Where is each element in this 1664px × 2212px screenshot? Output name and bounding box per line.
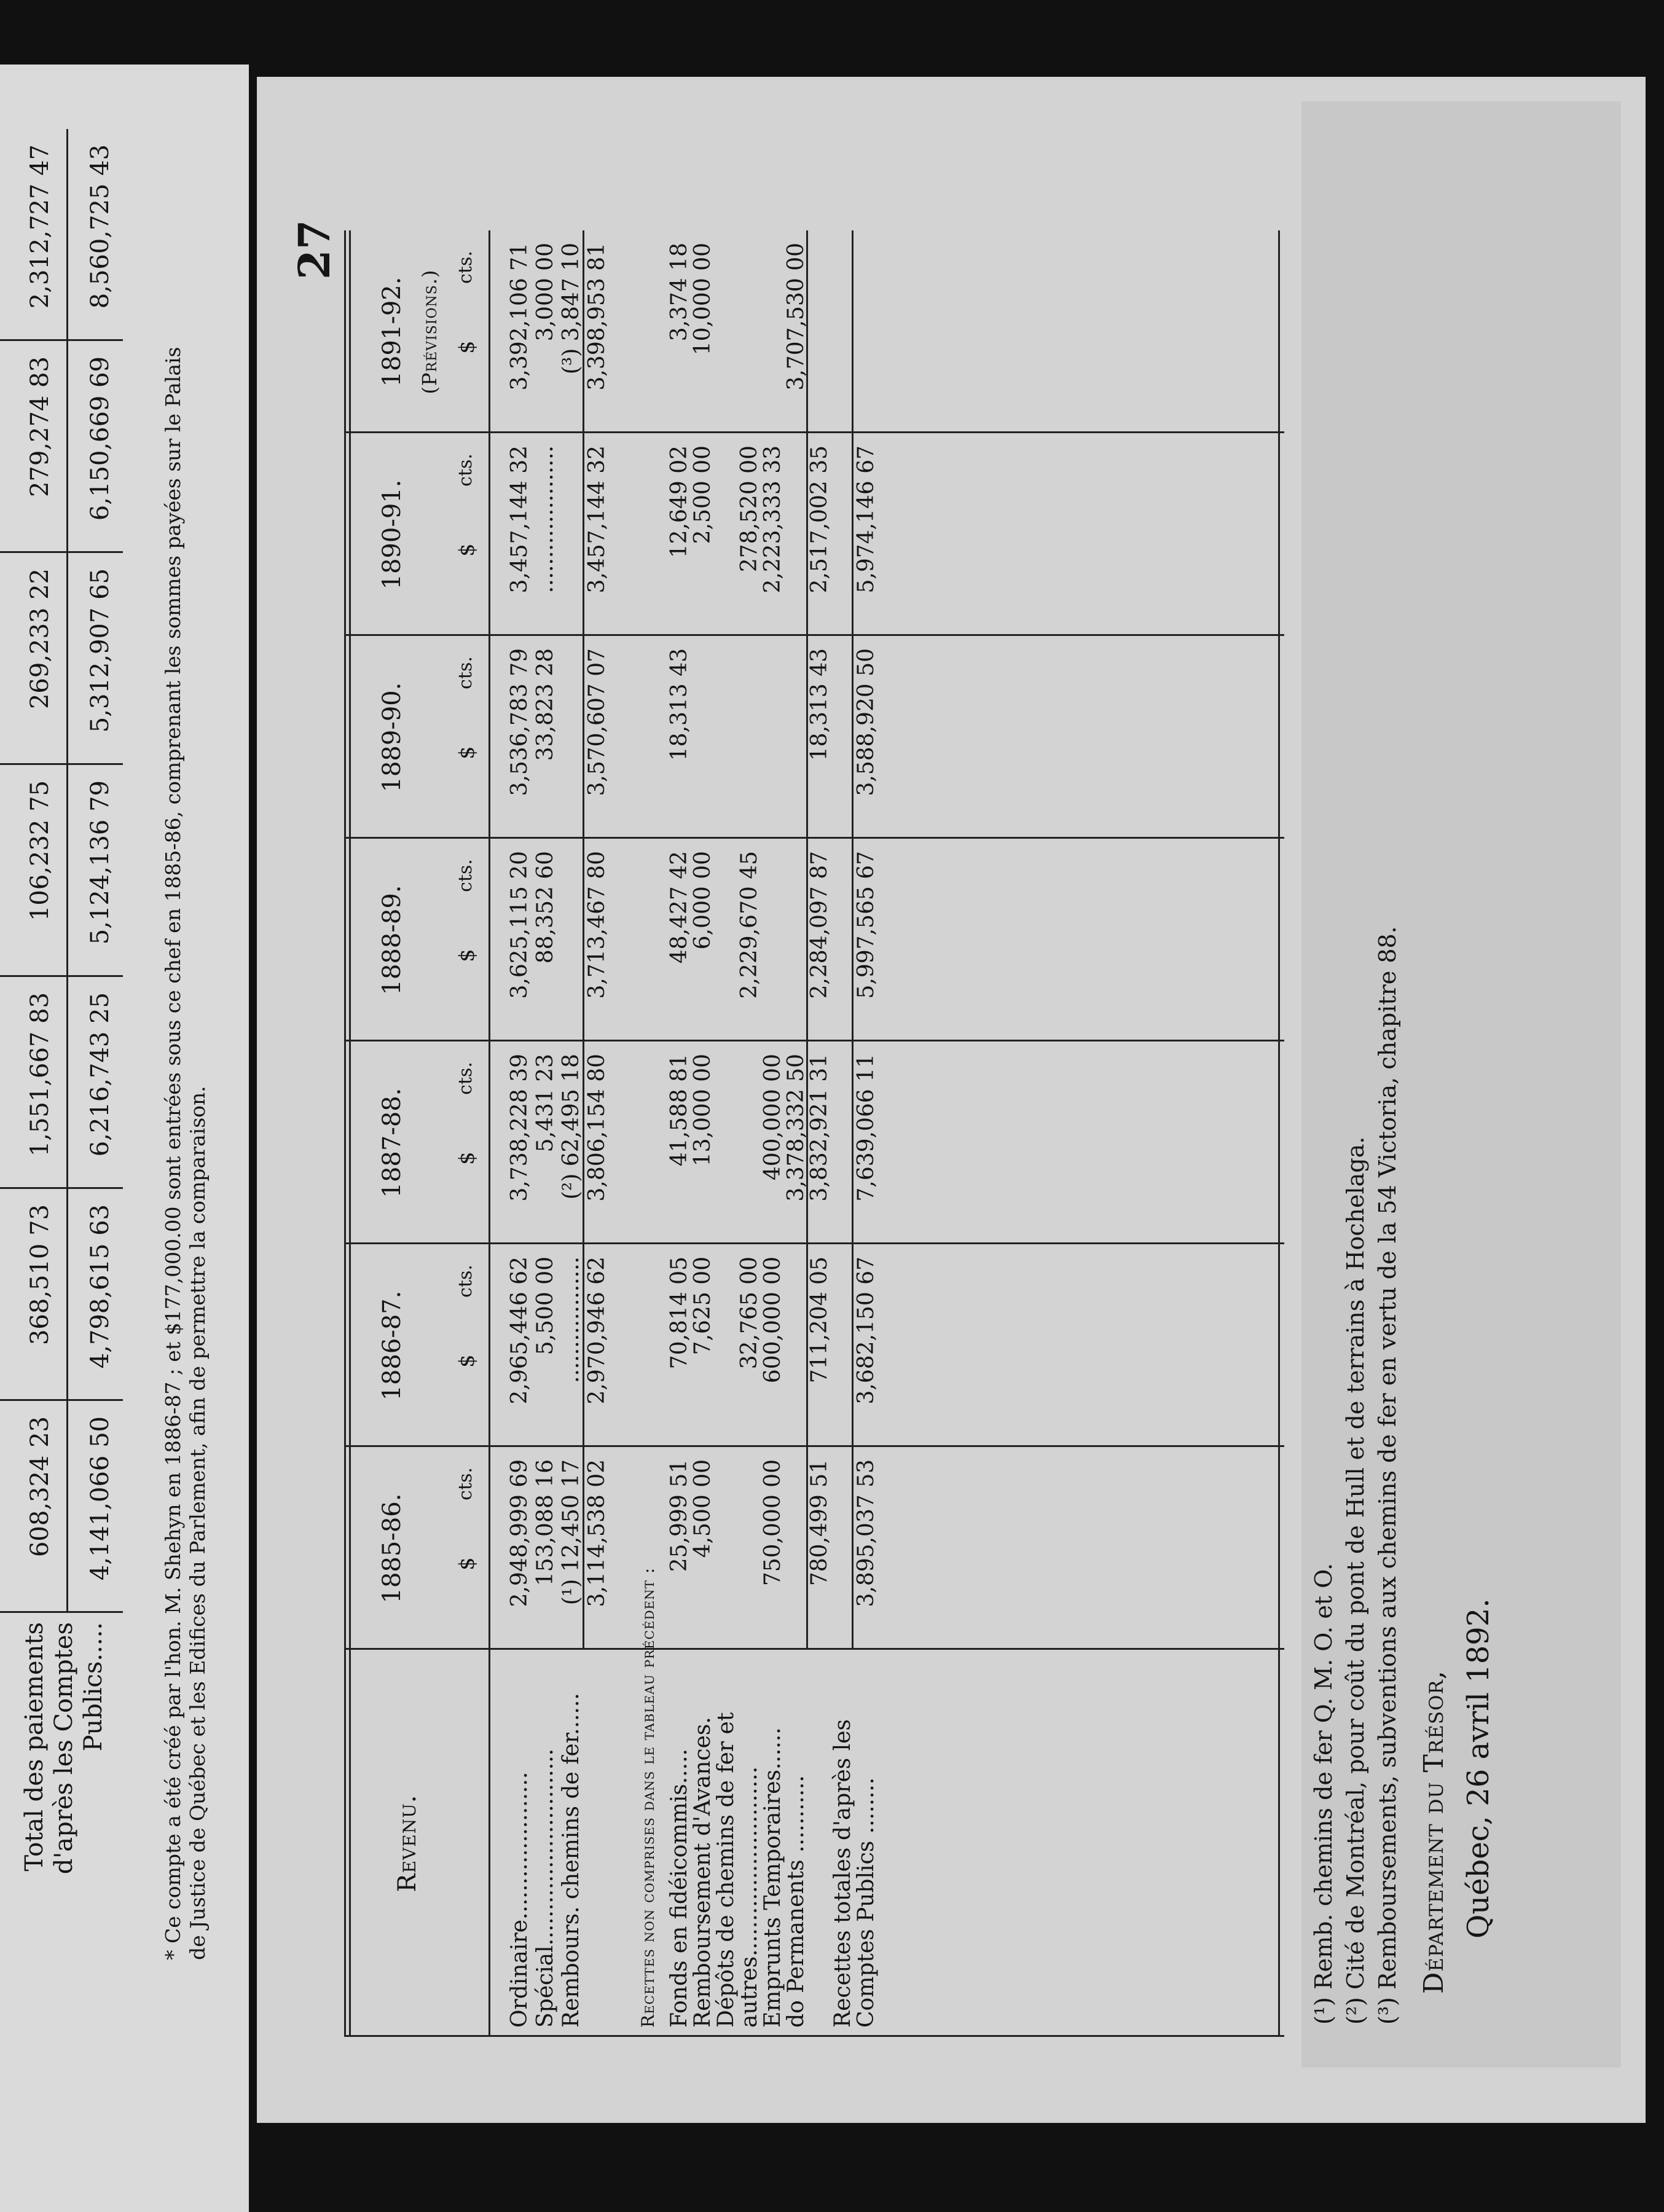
value-cell: 2,223,333 33 [760, 445, 785, 594]
table-top-rule [344, 230, 346, 2037]
cents-label: cts. [455, 251, 476, 284]
partial-total-cell: 368,510 73 [26, 1204, 54, 1346]
value-cell: 2,229,670 45 [737, 851, 762, 999]
year-header: 1890-91. [378, 479, 406, 590]
value-cell: (²) 62,495 18 [559, 1054, 584, 1200]
receipts-row [690, 230, 715, 2037]
value-cell: ..................... [533, 445, 558, 594]
year-header: 1885-86. [378, 1493, 406, 1604]
receipts-row [713, 230, 738, 2037]
currency-label: $ [455, 1354, 479, 1368]
receipts-row [854, 230, 878, 2037]
currency-label: $ [455, 543, 479, 557]
value-cell: 7,625 00 [690, 1257, 715, 1355]
value-cell: (¹) 12,450 17 [559, 1459, 584, 1606]
value-cell: 780,499 51 [807, 1459, 832, 1586]
value-cell: 711,204 05 [807, 1257, 832, 1384]
row-label: Remboursement d'Avances. [690, 1717, 715, 2028]
value-cell: 4,500 00 [690, 1459, 715, 1558]
value-cell: 18,313 43 [807, 648, 832, 761]
revenue-row [559, 230, 583, 2037]
row-label: Recettes totales d'après les [830, 1719, 855, 2028]
currency-label: $ [455, 949, 479, 962]
partial-total-cell: 269,233 22 [26, 568, 54, 710]
value-cell: 3,536,783 79 [507, 648, 532, 796]
currency-label: $ [455, 746, 479, 759]
value-cell: 3,832,921 31 [807, 1054, 832, 1202]
revenue-table [344, 230, 1284, 2037]
value-cell: 3,713,467 80 [584, 851, 610, 999]
value-cell: 5,500 00 [533, 1257, 558, 1355]
cents-label: cts. [455, 1265, 476, 1298]
signature-block [1412, 1598, 1501, 1994]
section-label: Recettes non comprises dans le tableau précédent : [638, 1567, 658, 2028]
partial-total-cell: 106,232 75 [26, 780, 54, 922]
receipts-row [783, 230, 808, 2037]
total-cell: 6,150,669 69 [86, 356, 114, 521]
value-cell: 3,374 18 [667, 243, 692, 342]
left-footnote [161, 129, 210, 1960]
value-cell: 88,352 60 [533, 851, 558, 964]
subtotal-rule [583, 230, 584, 1650]
value-cell: 2,948,999 69 [507, 1459, 532, 1607]
cents-label: cts. [455, 859, 476, 892]
value-cell: (³) 3,847 10 [559, 243, 584, 375]
year-header: 1889-90. [378, 682, 406, 793]
left-page-rotated-content [0, 129, 249, 2203]
row-label: Dépôts de chemins de fer et [713, 1712, 739, 2028]
partial-total-cell: 279,274 83 [26, 356, 54, 498]
value-cell: 7,639,066 11 [854, 1054, 879, 1202]
page-number: 27 [289, 219, 340, 280]
row-label: do Permanents ........... [783, 1775, 809, 2028]
department-name: Département du Trésor, [1418, 1670, 1450, 1994]
value-cell: 10,000 00 [690, 243, 715, 356]
subtotal-rule-2 [806, 230, 808, 1650]
right-page [257, 77, 1646, 2123]
value-cell: 3,457,144 32 [584, 445, 610, 594]
value-cell: 3,738,228 39 [507, 1054, 532, 1202]
row-label: Ordinaire..................... [507, 1771, 532, 2028]
currency-label: $ [455, 340, 479, 354]
column-rule [0, 339, 123, 341]
partial-total-cell: 608,324 23 [26, 1416, 54, 1558]
value-cell: 153,088 16 [533, 1459, 558, 1586]
total-cell: 5,312,907 65 [86, 568, 114, 733]
value-cell: 5,431 23 [533, 1054, 558, 1153]
value-cell: 3,682,150 67 [854, 1257, 879, 1405]
value-cell: .................. [559, 1257, 584, 1383]
cents-label: cts. [455, 1062, 476, 1095]
value-cell: 70,814 05 [667, 1257, 692, 1370]
left-totals-table [0, 129, 160, 2203]
column-rule [0, 551, 123, 553]
value-cell: 400,000 00 [760, 1054, 785, 1181]
right-page-rotated-content [257, 77, 1646, 2123]
total-payments-label: Total des paiements d'après les Comptes Publics..... [20, 1622, 108, 1875]
receipts-row [760, 230, 785, 2037]
footnote-line: * Ce compte a été créé par l'hon. M. Shehyn en 1886-87 ; et $177,000.00 sont entrées sous ce chef en 1885-86, comprenant les sommes payées sur le Palais [161, 347, 185, 1960]
row-label: Emprunts Temporaires...... [760, 1727, 785, 2028]
column-rule [0, 1187, 123, 1189]
year-header: 1886-87. [378, 1290, 406, 1401]
revenu-header: Revenu. [393, 1794, 422, 1892]
revenue-row [507, 230, 532, 2037]
footnote-1: (¹) Remb. chemins de fer Q. M. O. et O. [1310, 1563, 1337, 2025]
column-rule [0, 763, 123, 765]
value-cell: 278,520 00 [737, 445, 762, 573]
row-label: Fonds en fidéicommis..... [667, 1749, 692, 2028]
revenue-row [584, 230, 609, 2037]
currency-label: $ [455, 1151, 479, 1165]
value-cell: 33,823 28 [533, 648, 558, 761]
value-cell: 3,392,106 71 [507, 243, 532, 391]
total-rule [852, 230, 854, 1650]
cents-label: cts. [455, 656, 476, 689]
year-header: 1891-92. [378, 276, 406, 387]
total-cell: 5,124,136 79 [86, 780, 114, 945]
value-cell: 3,000 00 [533, 243, 558, 342]
column-rule [0, 975, 123, 977]
footnote-line: de Justice de Québec et les Edifices du Parlement, afin de permettre la comparaison. [186, 1086, 210, 1960]
value-cell: 12,649 02 [667, 445, 692, 559]
value-cell: 3,588,920 50 [854, 648, 879, 796]
cents-label: cts. [455, 1467, 476, 1500]
receipts-row [667, 230, 691, 2037]
value-cell: 2,970,946 62 [584, 1257, 610, 1405]
value-cell: 3,707,530 00 [783, 243, 809, 391]
value-cell: 3,570,607 07 [584, 648, 610, 796]
value-cell: 2,965,446 62 [507, 1257, 532, 1405]
receipts-row [807, 230, 831, 2037]
total-cell: 4,141,066 50 [86, 1416, 114, 1581]
left-page [0, 65, 249, 2212]
value-cell: 3,114,538 02 [584, 1459, 610, 1607]
value-cell: 3,625,115 20 [507, 851, 532, 999]
previsions-label: (Prévisions.) [418, 269, 441, 394]
receipts-row [737, 230, 761, 2037]
column-rule [0, 1611, 123, 1613]
total-cell: 6,216,743 25 [86, 992, 114, 1157]
value-cell: 25,999 51 [667, 1459, 692, 1572]
value-cell: 48,427 42 [667, 851, 692, 964]
currency-label: $ [455, 1557, 479, 1571]
value-cell: 3,806,154 80 [584, 1054, 610, 1202]
row-label: Rembours. chemins de fer...... [559, 1693, 584, 2028]
value-cell: 3,895,037 53 [854, 1459, 879, 1607]
value-cell: 18,313 43 [667, 648, 692, 761]
value-cell: 600,000 00 [760, 1257, 785, 1384]
value-cell: 2,284,097 87 [807, 851, 832, 999]
cents-label: cts. [455, 453, 476, 487]
value-cell: 6,000 00 [690, 851, 715, 950]
year-header: 1887-88. [378, 1088, 406, 1198]
year-header: 1888-89. [378, 885, 406, 995]
value-cell: 3,457,144 32 [507, 445, 532, 594]
table-top-rule-2 [349, 230, 351, 2037]
receipts-row [830, 230, 855, 2037]
value-cell: 3,378,332 50 [783, 1054, 809, 1202]
partial-total-cell: 1,551,667 83 [26, 992, 54, 1157]
value-cell: 750,000 00 [760, 1459, 785, 1586]
row-label: Comptes Publics ........ [854, 1777, 879, 2028]
revenue-row [533, 230, 557, 2037]
value-cell: 2,517,002 35 [807, 445, 832, 594]
value-cell: 13,000 00 [690, 1054, 715, 1167]
value-cell: 3,398,953 81 [584, 243, 610, 391]
footnote-2: (²) Cité de Montréal, pour coût du pont de Hull et de terrains à Hochelaga. [1342, 1136, 1369, 2025]
value-cell: 41,588 81 [667, 1054, 692, 1167]
value-cell: 5,974,146 67 [854, 445, 879, 594]
footnote-3: (³) Remboursements, subventions aux chemins de fer en vertu de la 54 Victoria, chapitre 88. [1374, 926, 1401, 2025]
row-label: Spécial............................ [533, 1748, 558, 2028]
value-cell: 32,765 00 [737, 1257, 762, 1370]
total-cell: 8,560,725 43 [86, 144, 114, 309]
value-cell: 5,997,565 67 [854, 851, 879, 999]
partial-total-cell: 2,312,727 47 [26, 144, 54, 309]
table-divider [66, 129, 68, 1613]
table-bottom-rule [1278, 230, 1280, 2037]
value-cell: 2,500 00 [690, 445, 715, 544]
place-date: Québec, 26 avril 1892. [1461, 1598, 1496, 1939]
footnotes [1308, 926, 1403, 2025]
total-cell: 4,798,615 63 [86, 1204, 114, 1369]
row-label: autres........................... [737, 1766, 762, 2028]
column-rule [0, 1399, 123, 1401]
header-rule [489, 230, 490, 2037]
